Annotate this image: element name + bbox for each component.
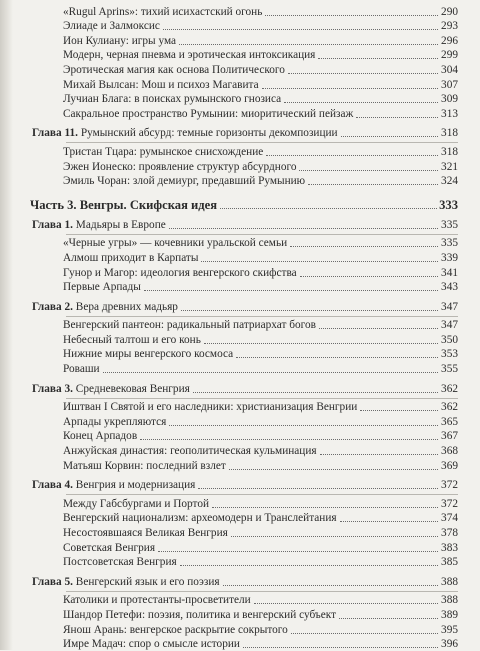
toc-entry[interactable] (30, 19, 458, 34)
entry-title: Лучиан Блага: в поисках румынского гнозиса (63, 93, 282, 106)
toc-entry[interactable] (30, 4, 458, 19)
page-number: 395 (441, 623, 458, 636)
page-number: 388 (441, 594, 458, 607)
chapter-heading[interactable] (30, 381, 458, 396)
entry-title: Ион Кулиану: игры ума (63, 34, 177, 47)
chapter-heading[interactable] (30, 299, 458, 314)
toc-entry[interactable] (30, 77, 458, 92)
dot-leader (201, 261, 438, 262)
page-number: 389 (441, 608, 458, 621)
dot-leader (356, 117, 438, 118)
page-number: 335 (441, 218, 458, 231)
toc-entry[interactable] (30, 622, 458, 637)
dot-leader (291, 633, 438, 634)
chapter-title: Средневековая Венгрия (75, 382, 190, 395)
dot-leader (220, 208, 437, 209)
chapter-title: Румынский абсурд: темные горизонты декомпозиции (80, 127, 338, 140)
chapter-divider (66, 591, 458, 592)
toc-entry[interactable] (30, 33, 458, 48)
toc-entry[interactable] (30, 429, 458, 444)
dot-leader (254, 603, 438, 604)
entry-title: Элиаде и Залмоксис (63, 20, 160, 33)
page-number: 365 (441, 415, 458, 428)
page-number: 353 (441, 348, 458, 361)
dot-leader (193, 392, 438, 393)
page-number: 309 (441, 93, 458, 106)
chapter-title-group (32, 383, 190, 396)
chapter-title: Мадьяры в Европе (75, 218, 166, 231)
toc-entry[interactable] (30, 443, 458, 458)
dot-leader (319, 328, 438, 329)
entry-title: Модерн, черная пневма и эротическая интоксикация (63, 49, 316, 62)
page-number: 313 (441, 107, 458, 120)
page-number: 307 (441, 78, 458, 91)
entry-title: Янош Арань: венгерское раскрытие сокрытого (63, 623, 288, 636)
toc-entry[interactable] (30, 607, 458, 622)
entry-title: Несостоявшаяся Великая Венгрия (63, 527, 228, 539)
chapter-divider (66, 494, 458, 495)
chapter-heading[interactable] (30, 217, 458, 232)
page-number: 374 (441, 512, 458, 525)
page-number: 350 (441, 333, 458, 346)
chapter-title: Вера древних мадьяр (75, 300, 178, 313)
chapter-label: Глава 5. (32, 575, 73, 588)
page-number: 369 (441, 459, 458, 472)
dot-leader (231, 536, 438, 537)
dot-leader (236, 357, 438, 358)
book-spine-shadow (0, 0, 13, 650)
toc-entry[interactable] (30, 593, 458, 608)
entry-title: Постсоветская Венгрия (63, 556, 177, 569)
dot-leader (318, 58, 438, 59)
toc-entry[interactable] (30, 511, 458, 526)
entry-title: Католики и протестанты-просветители (63, 594, 251, 607)
dot-leader (198, 488, 438, 489)
entry-title: Анжуйская династия: геополитическая кульминация (63, 445, 317, 458)
dot-leader (288, 73, 438, 74)
dot-leader (212, 507, 438, 508)
page-number: 293 (441, 20, 458, 33)
page-number: 372 (441, 479, 458, 492)
page-number: 318 (441, 127, 458, 140)
chapter-divider (66, 398, 458, 399)
entry-title: Венгерский национализм: археомодерн и Транслейтания (63, 512, 337, 525)
page-number: 304 (441, 63, 458, 76)
dot-leader (223, 585, 438, 586)
chapter-divider (66, 234, 458, 235)
page-number: 378 (441, 527, 458, 539)
page-number: 372 (441, 497, 458, 510)
dot-leader (299, 170, 438, 171)
entry-title: Конец Арпадов (63, 430, 138, 443)
entry-title: Роваши (63, 363, 100, 376)
entry-title: Эмиль Чоран: злой демиург, предавший Румынию (63, 175, 306, 188)
toc-entry[interactable] (30, 280, 458, 295)
page-number: 343 (441, 281, 458, 294)
page-number: 318 (441, 145, 458, 158)
toc-entry[interactable] (30, 48, 458, 63)
toc-entry[interactable] (30, 265, 458, 280)
entry-title: Шандор Петефи: поэзия, политика и венгерский субъект (63, 608, 337, 621)
toc-entry[interactable] (30, 496, 458, 511)
page-number: 321 (441, 160, 458, 173)
dot-leader (158, 551, 438, 552)
page-number: 362 (441, 382, 458, 395)
page-number: 347 (441, 319, 458, 332)
page-number: 335 (441, 237, 458, 250)
entry-title: «Черные угры» — кочевники уральской семьи (63, 237, 288, 250)
dot-leader (169, 228, 438, 229)
toc-entry[interactable] (30, 400, 458, 415)
dot-leader (103, 372, 438, 373)
toc-entry[interactable] (30, 318, 458, 333)
entry-title: Алмош приходит в Карпаты (63, 251, 199, 264)
part-heading[interactable] (30, 194, 458, 212)
entry-title: Михай Вылсан: Мош и психоз Магавита (63, 78, 259, 91)
page-number: 296 (441, 34, 458, 47)
toc-entry[interactable] (30, 637, 458, 651)
toc-entry[interactable] (30, 347, 458, 362)
page-number: 341 (441, 266, 458, 279)
chapter-divider (66, 142, 458, 143)
dot-leader (290, 246, 438, 247)
chapter-label: Глава 2. (32, 300, 73, 313)
dot-leader (229, 469, 438, 470)
toc-entry[interactable] (30, 525, 458, 540)
entry-title: Советская Венгрия (63, 541, 156, 554)
table-of-contents (30, 0, 458, 651)
dot-leader (339, 618, 438, 619)
page-number: 290 (441, 5, 458, 18)
entry-title: Матьяш Корвин: последний взлет (63, 459, 226, 472)
chapter-label: Глава 1. (32, 218, 73, 231)
entry-title: Сакральное пространство Румынии: миоритический пейзаж (63, 107, 354, 120)
entry-title: Эротическая магия как основа Политического (63, 63, 285, 76)
chapter-title: Венгерский язык и его поэзия (75, 575, 220, 588)
dot-leader (262, 88, 438, 89)
chapter-label: Глава 3. (32, 382, 73, 395)
toc-entry[interactable] (30, 92, 458, 107)
chapter-title-group (32, 219, 166, 232)
entry-title: Гунор и Магор: идеология венгерского скифства (63, 266, 297, 279)
chapter-title-group (32, 127, 338, 140)
toc-entry[interactable] (30, 540, 458, 555)
toc-entry[interactable] (30, 332, 458, 347)
dot-leader (169, 425, 438, 426)
dot-leader (180, 565, 438, 566)
page-number: 333 (439, 198, 458, 213)
chapter-heading[interactable] (30, 126, 458, 141)
chapter-title: Венгрия и модернизация (75, 479, 196, 492)
page-number: 324 (441, 175, 458, 188)
dot-leader (163, 29, 438, 30)
toc-entry[interactable] (30, 236, 458, 251)
dot-leader (360, 410, 438, 411)
chapter-label: Глава 11. (32, 127, 78, 140)
page-number: 299 (441, 49, 458, 62)
toc-entry[interactable] (30, 250, 458, 265)
page-number: 385 (441, 556, 458, 569)
entry-title: Небесный талтош и его конь (63, 333, 201, 346)
toc-entry[interactable] (30, 159, 458, 174)
toc-entry[interactable] (30, 361, 458, 376)
entry-title: Первые Арпады (63, 281, 141, 294)
chapter-label: Глава 4. (32, 479, 73, 492)
dot-leader (243, 647, 438, 648)
page-number: 362 (441, 401, 458, 414)
chapter-heading[interactable] (30, 574, 458, 589)
dot-leader (181, 310, 438, 311)
page-number: 396 (441, 638, 458, 651)
toc-entry[interactable] (30, 458, 458, 473)
chapter-heading[interactable] (30, 478, 458, 493)
chapter-title-group (32, 576, 220, 589)
dot-leader (179, 44, 438, 45)
page-number: 368 (441, 445, 458, 458)
entry-title: Нижние миры венгерского космоса (63, 348, 234, 361)
dot-leader (320, 454, 438, 455)
chapter-title-group (32, 301, 178, 314)
entry-title: Тристан Тцара: румынское снисхождение (63, 145, 264, 158)
dot-leader (144, 290, 438, 291)
page-number: 355 (441, 363, 458, 376)
toc-entry[interactable] (30, 555, 458, 570)
entry-title: Эжен Ионеско: проявление структур абсурдного (63, 160, 297, 173)
toc-entry[interactable] (30, 414, 458, 429)
toc-entry[interactable] (30, 144, 458, 159)
entry-title: Иштван I Святой и его наследники: христианизация Венгрии (63, 401, 358, 414)
toc-entry[interactable] (30, 106, 458, 121)
dot-leader (140, 439, 438, 440)
page-number: 339 (441, 251, 458, 264)
entry-title: «Rugul Aprins»: тихий исихастский огонь (63, 5, 263, 18)
dot-leader (265, 15, 438, 16)
page-number: 383 (441, 541, 458, 554)
chapter-divider (66, 316, 458, 317)
dot-leader (340, 521, 438, 522)
dot-leader (204, 343, 438, 344)
entry-title: Венгерский пантеон: радикальный патриархат богов (63, 319, 316, 332)
entry-title: Арпады укрепляются (63, 415, 167, 428)
part-title: Часть 3. Венгры. Скифская идея (30, 198, 218, 213)
dot-leader (284, 102, 438, 103)
dot-leader (266, 155, 438, 156)
dot-leader (341, 136, 438, 137)
entry-title: Имре Мадач: спор о смысле истории (63, 638, 240, 651)
toc-entry[interactable] (30, 62, 458, 77)
toc-entry[interactable] (30, 174, 458, 189)
page-number: 347 (441, 300, 458, 313)
page-number: 367 (441, 430, 458, 443)
dot-leader (308, 184, 438, 185)
page-number: 388 (441, 575, 458, 588)
chapter-title-group (32, 479, 195, 492)
entry-title: Между Габсбургами и Портой (63, 497, 210, 510)
dot-leader (300, 276, 438, 277)
